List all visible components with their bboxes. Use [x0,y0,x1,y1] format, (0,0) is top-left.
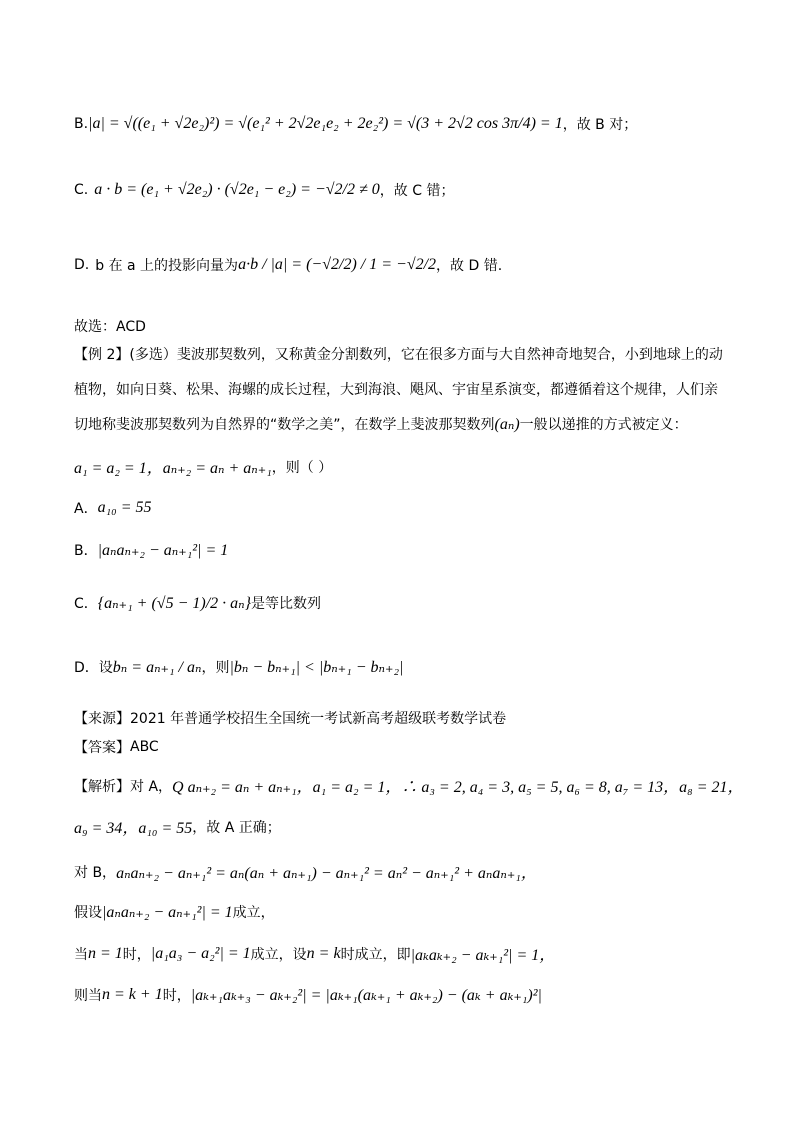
option-d-formula: a·b / |a| = (−√2/2) / 1 = −√2/2 [238,256,437,273]
analysis-b3-t2: 成立，设 [250,946,307,963]
analysis-b1-formula: aₙaₙ₊₂ − aₙ₊₁² = aₙ(aₙ + aₙ₊₁) − aₙ₊₁² = aₙ² − aₙ₊₁² + aₙaₙ₊₁， [116,865,537,882]
choice-c-label: C． [74,596,98,612]
choice-a-label: A． [74,501,98,517]
example2-definition-tail: ，则（ ） [271,459,333,476]
option-c-formula: a · b = (e₁ + √2e₂) · (√2e₁ − e₂) = −√2/2 ≠ 0 [94,181,380,198]
example2-line1 [74,344,723,364]
option-b-verdict: ，故 B 对； [562,117,638,133]
choice-d-mid: ，则 [201,660,230,676]
analysis-tag: 【解析】 [74,778,130,795]
analysis-a1: 对 A， [130,778,173,795]
analysis-line1 [74,774,744,797]
example2-line2 [74,379,718,399]
analysis-b2-formula: |aₙaₙ₊₂ − aₙ₊₁²| = 1 [102,904,233,921]
analysis-line3 [74,860,537,883]
analysis-b3-m2: |a₁a₃ − a₂²| = 1 [150,944,251,962]
choice-d-formula2: |bₙ − bₙ₊₁| < |bₙ₊₁ − bₙ₊₂| [229,659,404,676]
choose-line [74,316,146,336]
answer-tag: 【答案】 [74,740,130,756]
analysis-b2-tail: 成立， [232,905,275,921]
answer-text: ABC [130,739,159,755]
example2-text2: 植物，如向日葵、松果、海螺的成长过程，大到海浪、飓风、宇宙星系演变，都遵循着这个规律，人们亲 [74,382,718,398]
option-d-line [74,255,502,275]
analysis-b4-m1: n = k + 1 [102,986,163,1003]
choice-d-formula1: bₙ = aₙ₊₁ / aₙ [112,659,202,676]
example2-definition [74,455,332,478]
example2-sequence: (aₙ) [494,416,520,433]
analysis-b3-m4: |aₖaₖ₊₂ − aₖ₊₁²| = 1， [410,947,556,964]
analysis-b1: 对 B， [74,864,117,881]
choice-a-formula: a₁₀ = 55 [97,499,152,516]
choice-c [74,593,321,613]
source-tag: 【来源】 [74,711,130,727]
choice-d-label: D．设 [74,660,113,676]
analysis-b4-m2: |aₖ₊₁aₖ₊₃ − aₖ₊₂²| = |aₖ₊₁(aₖ₊₁ + aₖ₊₂) − (aₖ + aₖ₊₁)²| [190,987,542,1004]
source-text: 2021 年普通学校招生全国统一考试新高考超级联考数学试卷 [130,711,507,727]
analysis-line4 [74,902,275,922]
option-c-label: C. [74,182,89,198]
example2-text3b: 一般以递推的方式被定义： [519,417,688,433]
choice-c-tail: 是等比数列 [251,596,322,612]
option-c-line [74,180,454,200]
choice-c-formula: {aₙ₊₁ + (√5 − 1)/2 · aₙ} [97,595,252,612]
option-b-label: B. [74,116,89,132]
analysis-b2: 假设 [74,905,102,921]
example2-text1: (多选）斐波那契数列，又称黄金分割数列，它在很多方面与大自然神奇地契合，小到地球上的动 [129,347,723,363]
example2-tag: 【例 2】 [74,347,130,363]
choice-a [74,498,152,518]
choice-b-formula: |aₙaₙ₊₂ − aₙ₊₁²| = 1 [97,542,229,559]
answer-line [74,737,159,757]
analysis-line5 [74,942,555,965]
choice-b-label: B． [74,543,98,559]
option-d-label: D. [74,257,90,273]
analysis-b3-t1: 时， [122,946,151,963]
analysis-b3-m3: n = k [306,944,341,962]
option-d-verdict: ，故 D 错. [436,258,503,274]
analysis-b4: 则当 [74,988,102,1004]
source-line [74,708,506,728]
example2-text3a: 切地称斐波那契数列为自然界的“数学之美”，在数学上斐波那契数列 [74,417,495,433]
analysis-a2-tail: ，故 A 正确； [192,819,281,836]
example2-definition-formula: a₁ = a₂ = 1，aₙ₊₂ = aₙ + aₙ₊₁ [74,460,272,477]
option-b-formula: |a| = √((e₁ + √2e₂)²) = √(e₁² + 2√2e₁e₂ + 2e₂²) = √(3 + 2√2 cos 3π/4) = 1 [88,115,563,132]
analysis-b4-t1: 时， [162,988,191,1004]
analysis-a1-formula: Q aₙ₊₂ = aₙ + aₙ₊₁，a₁ = a₂ = 1，∴ a₃ = 2, a₄ = 3, a₅ = 5, a₆ = 8, a₇ = 13，a₈ = 21， [172,779,744,796]
option-c-verdict: ，故 C 错； [379,183,455,199]
choose-text: 故选：ACD [74,319,146,335]
option-b-line [74,114,637,134]
analysis-b3: 当 [74,946,88,963]
analysis-a2-formula: a₉ = 34，a₁₀ = 55 [74,820,193,837]
choice-d [74,657,403,677]
analysis-b3-m1: n = 1 [88,944,123,962]
analysis-line2 [74,815,281,838]
example2-line3 [74,414,688,434]
analysis-line6 [74,985,542,1005]
analysis-b3-t3: 时成立，即 [340,946,411,963]
option-d-text: b 在 a 上的投影向量为 [95,258,239,274]
choice-b [74,540,228,560]
